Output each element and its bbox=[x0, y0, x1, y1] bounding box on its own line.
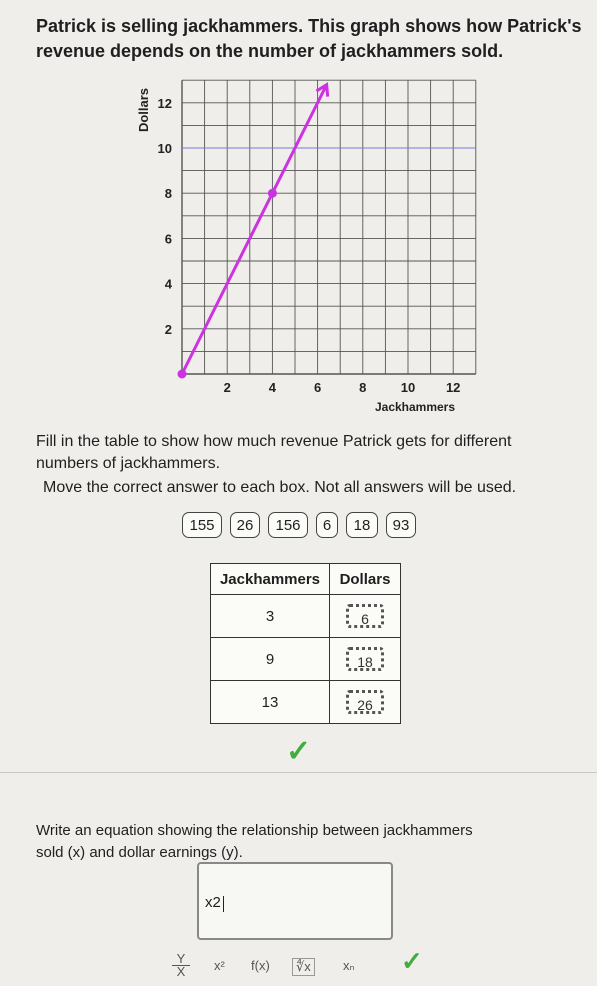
data-point bbox=[268, 189, 277, 198]
y-tick-label: 2 bbox=[164, 321, 172, 337]
data-point bbox=[178, 370, 187, 379]
cell-jackhammers: 3 bbox=[211, 595, 330, 638]
instruction-move: Move the correct answer to each box. Not all answers will be used. bbox=[43, 479, 517, 496]
y-tick-label: 12 bbox=[157, 95, 172, 111]
choice-26[interactable]: 26 bbox=[230, 512, 260, 538]
equation-prompt-line-1: Write an equation showing the relationship between jackhammers bbox=[36, 822, 473, 839]
answer-table bbox=[210, 563, 401, 724]
question-line-1: Patrick is selling jackhammers. This graph shows how Patrick's bbox=[36, 16, 582, 36]
choice-93[interactable]: 93 bbox=[386, 512, 416, 538]
question-text bbox=[36, 14, 586, 64]
y-tick-label: 6 bbox=[164, 231, 172, 247]
x-tick-label: 10 bbox=[400, 380, 416, 395]
revenue-chart bbox=[130, 76, 470, 416]
y-tick-label: 4 bbox=[164, 276, 172, 292]
choice-155[interactable]: 155 bbox=[182, 512, 222, 538]
x-tick-label: 2 bbox=[223, 380, 231, 395]
chart-svg bbox=[130, 76, 470, 416]
table-row bbox=[211, 595, 401, 638]
y-tick-label: 10 bbox=[157, 141, 172, 156]
choice-18[interactable]: 18 bbox=[346, 512, 378, 538]
instruction-line-1: Fill in the table to show how much revenue Patrick gets for different bbox=[36, 433, 512, 450]
choice-156[interactable]: 156 bbox=[268, 512, 308, 538]
x-tick-label: 8 bbox=[359, 380, 367, 395]
table-row bbox=[211, 681, 401, 724]
drop-box[interactable]: 6 bbox=[346, 604, 384, 628]
y-axis-label: Dollars bbox=[136, 87, 151, 133]
subscript-button[interactable]: xₙ bbox=[343, 958, 355, 973]
x-tick-label: 6 bbox=[313, 380, 322, 395]
drop-box[interactable]: 18 bbox=[346, 647, 384, 671]
x-tick-label: 12 bbox=[445, 380, 461, 395]
header-dollars: Dollars bbox=[330, 564, 401, 595]
chart-ticks bbox=[158, 96, 461, 395]
question-line-2: revenue depends on the number of jackhammers sold. bbox=[36, 41, 504, 61]
y-tick-label: 8 bbox=[164, 186, 172, 202]
instruction-fill bbox=[36, 431, 586, 475]
table-header-row bbox=[211, 564, 401, 595]
function-button[interactable]: f(x) bbox=[251, 958, 270, 973]
drop-box[interactable]: 26 bbox=[346, 690, 384, 714]
answer-choices bbox=[0, 512, 597, 540]
exponent-button[interactable]: x² bbox=[214, 958, 225, 973]
text-cursor bbox=[223, 896, 224, 912]
root-button[interactable]: ∜x bbox=[292, 958, 315, 976]
fraction-bottom: X bbox=[172, 965, 190, 978]
section-divider bbox=[0, 772, 597, 773]
x-tick-label: 4 bbox=[268, 380, 277, 395]
cell-jackhammers: 13 bbox=[211, 681, 330, 724]
table-row bbox=[211, 638, 401, 681]
cell-jackhammers: 9 bbox=[211, 638, 330, 681]
chart-grid bbox=[182, 80, 476, 374]
chart-series bbox=[178, 85, 328, 379]
equation-input[interactable] bbox=[197, 862, 393, 940]
fraction-top: Y bbox=[176, 951, 186, 966]
instruction-line-2: numbers of jackhammers. bbox=[36, 455, 221, 472]
fraction-button[interactable] bbox=[172, 953, 190, 978]
equation-text[interactable]: x2 bbox=[205, 894, 221, 911]
series-line bbox=[182, 85, 327, 374]
header-jackhammers: Jackhammers bbox=[211, 564, 330, 595]
equation-prompt-line-2: sold (x) and dollar earnings (y). bbox=[36, 844, 243, 861]
correct-check-icon: ✓ bbox=[286, 735, 312, 768]
submit-check-icon[interactable]: ✓ bbox=[401, 946, 423, 976]
equation-prompt bbox=[36, 820, 576, 864]
choice-6[interactable]: 6 bbox=[316, 512, 338, 538]
x-axis-label: Jackhammers bbox=[374, 400, 456, 414]
